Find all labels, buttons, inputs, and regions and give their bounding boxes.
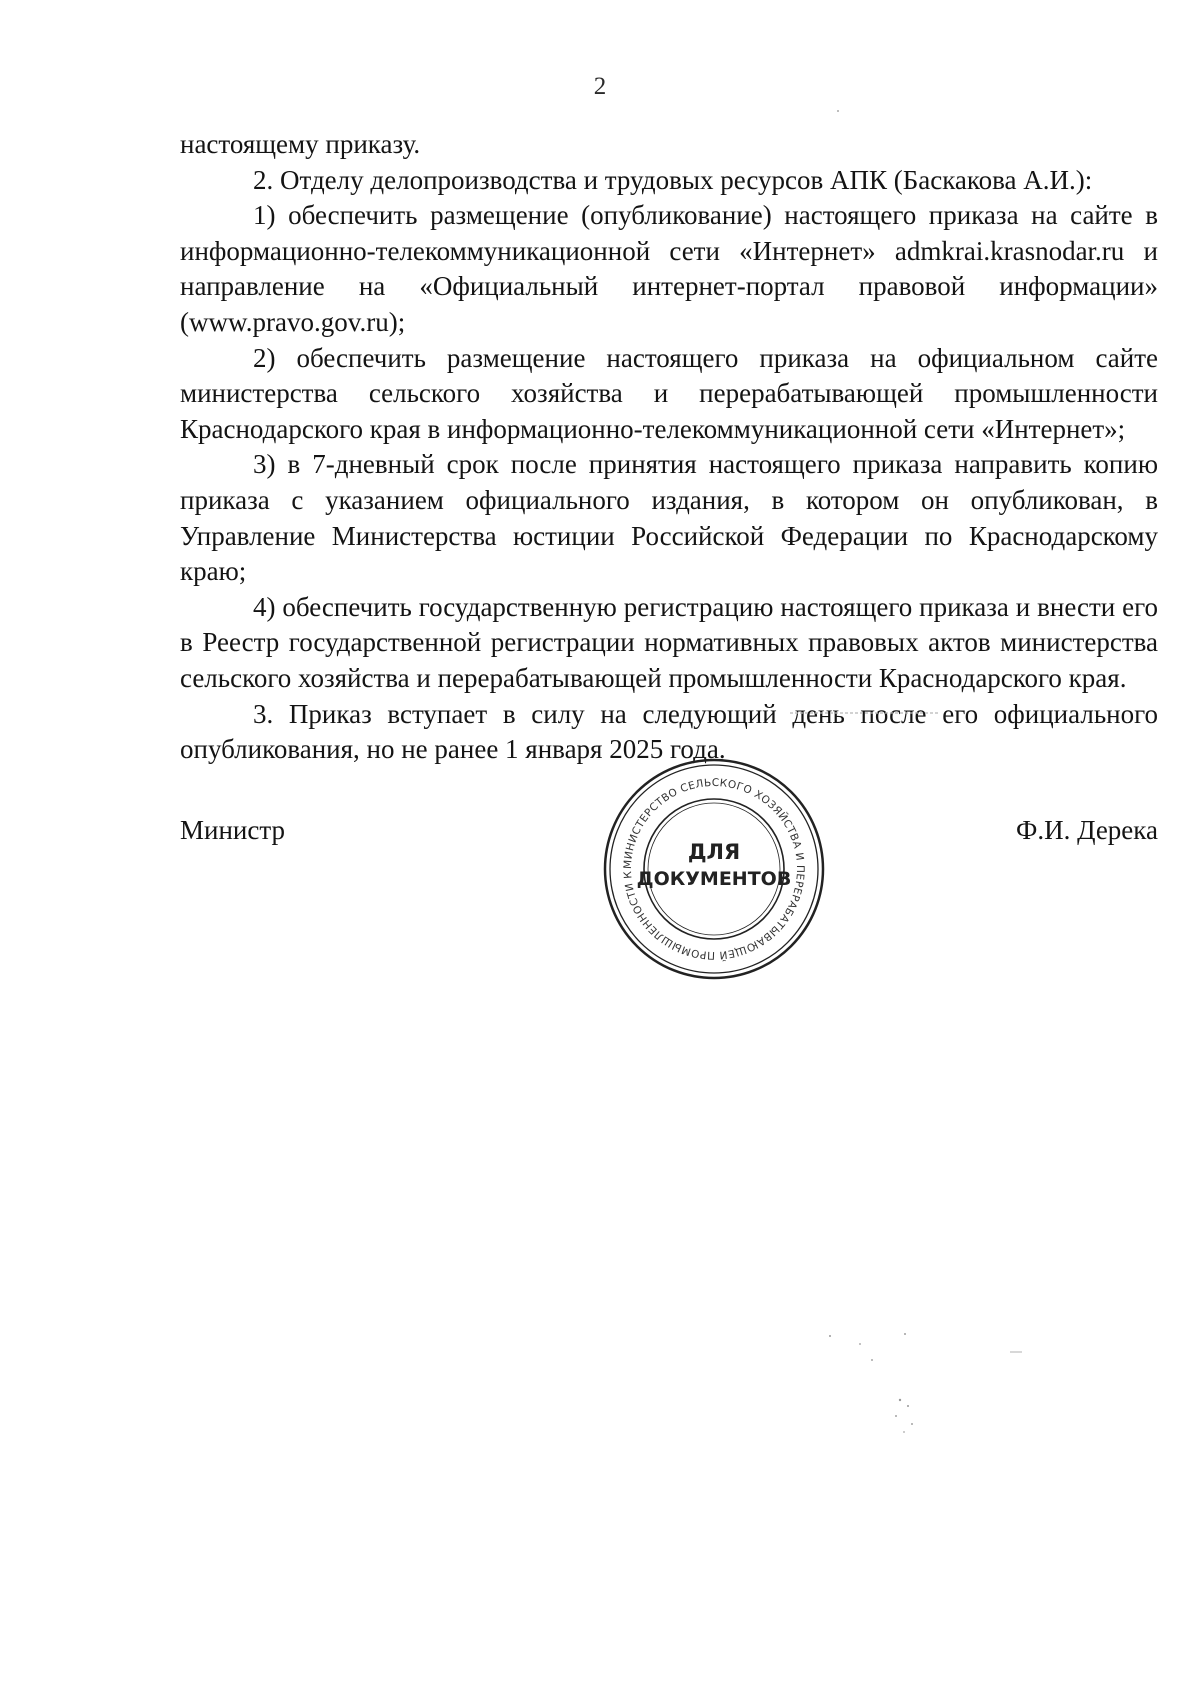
paragraph-subitem-2: 2) обеспечить размещение настоящего приказа на официальном сайте министерства сельского хозяйства и перерабатывающей промышленности Краснодарского края в информационно-телекоммуникационной сети «Интернет»;: [180, 342, 1158, 444]
paragraph-subitem-4: 4) обеспечить государственную регистрацию настоящего приказа и внести его в Реестр государственной регистрации нормативных правовых актов министерства сельского хозяйства и перерабатывающей промышленности Краснодарского края.: [180, 591, 1158, 693]
paragraph-item-2: 2. Отделу делопроизводства и трудовых ресурсов АПК (Баскакова А.И.):: [253, 164, 1093, 195]
paragraph-subitem-3: 3) в 7-дневный срок после принятия настоящего приказа направить копию приказа с указанием официального издания, в котором он опубликован, в Управление Министерства юстиции Российской Федерации по Краснодарскому краю;: [180, 449, 1158, 587]
signer-title: Министр: [180, 815, 285, 845]
page-number: 2: [593, 73, 607, 100]
seal-icon: [600, 755, 828, 983]
order-body: [180, 127, 1158, 768]
scan-speck-top: [835, 108, 841, 114]
seal-ring-text: МИНИСТЕРСТВО СЕЛЬСКОГО ХОЗЯЙСТВА И ПЕРЕРАБАТЫВАЮЩЕЙ ПРОМЫШЛЕННОСТИ К: [621, 776, 807, 962]
seal-center-line-1: ДЛЯ: [687, 840, 741, 864]
paragraph-item-3: 3. Приказ вступает в силу на следующий день после его официального опубликования, но не ранее 1 января 2025 года.: [180, 698, 1158, 765]
official-seal: [600, 755, 828, 983]
scan-specks: [820, 1330, 1040, 1450]
scan-artifact-line: [790, 710, 940, 716]
paragraph-continuation: настоящему приказу.: [180, 129, 421, 159]
paragraph-subitem-1: 1) обеспечить размещение (опубликование) настоящего приказа на сайте в информационно-телекоммуникационной сети «Интернет» admkrai.krasnodar.ru и направление на «Официальный интернет-портал правовой информации» (www.pravo.gov.ru);: [180, 200, 1158, 337]
seal-center-line-2: ДОКУМЕНТОВ: [636, 868, 792, 890]
signer-name: Ф.И. Дерека: [1016, 815, 1158, 845]
